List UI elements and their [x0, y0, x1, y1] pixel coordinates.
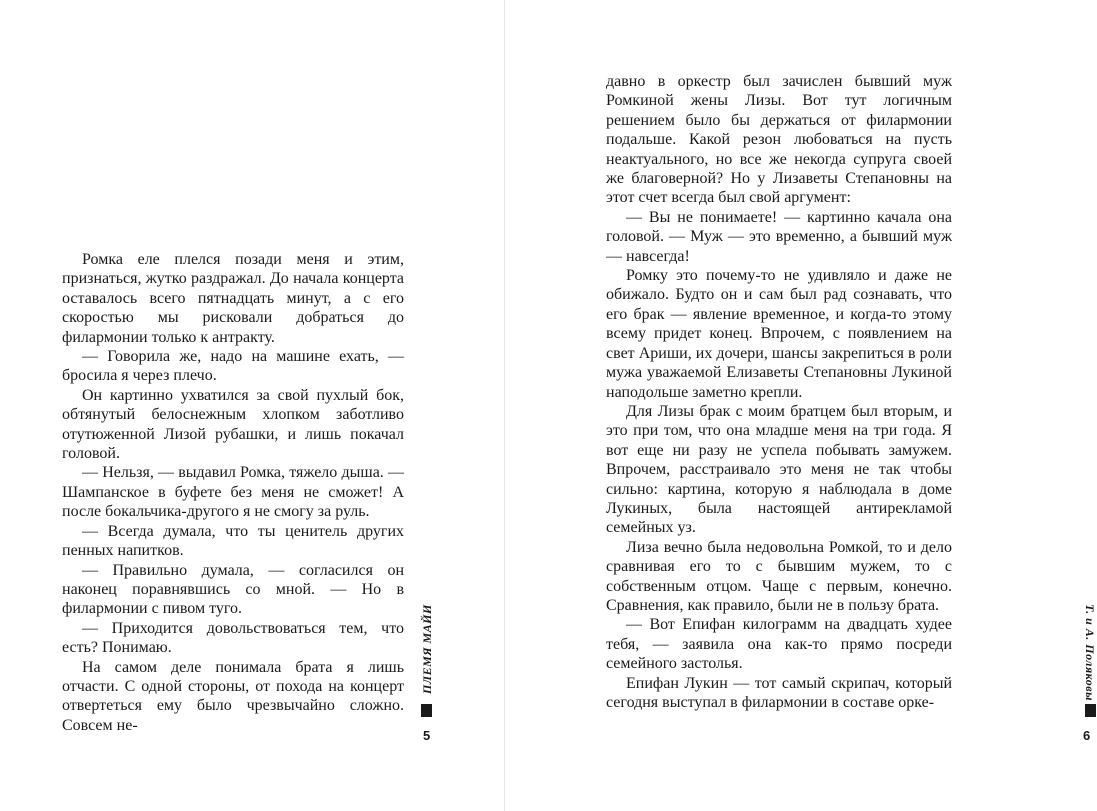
paragraph: — Нельзя, — выдавил Ромка, тяжело дыша. — Шампанское в буфете без меня не сможет! А после бокальчика-другого я не смогу за руль. — [62, 464, 404, 521]
left-page-text — [62, 250, 404, 735]
right-page-text — [606, 72, 952, 712]
paragraph: Ромка еле плелся позади меня и этим, признаться, жутко раздражал. До начала концерта оставалось всего пятнадцать минут, а с его скоростью мы рисковали добраться до филармонии только к антракту. — [62, 251, 404, 346]
paragraph: — Вот Епифан килограмм на двадцать худее тебя, — заявила она как-то прямо посреди семейного застолья. — [606, 616, 952, 673]
paragraph: — Вы не понимаете! — картинно качала она головой. — Муж — это временно, а бывший муж — навсегда! — [606, 208, 952, 265]
left-page — [0, 0, 504, 811]
paragraph: — Говорила же, надо на машине ехать, — бросила я через плечо. — [62, 348, 404, 385]
running-head-authors: Т. и А. Поляковы — [1083, 604, 1097, 701]
page-marker-square — [421, 704, 432, 717]
page-number: 6 — [1083, 728, 1091, 743]
page-number: 5 — [423, 728, 431, 743]
running-head-book-title: ПЛЕМЯ МАЙИ — [420, 604, 434, 694]
paragraph-continuation: давно в оркестр был зачислен бывший муж Ромкиной жены Лизы. Вот тут логичным решением было бы держаться от филармонии подальше. Какой резон любоваться на пусть неактуального, но все же некогда супруга своей же благоверной? Но у Лизаветы Степановны на этот счет всегда был свой аргумент: — [606, 73, 952, 207]
paragraph: Епифан Лукин — тот самый скрипач, который сегодня выступал в филармонии в составе орке- — [606, 674, 952, 711]
paragraph: На самом деле понимала брата я лишь отчасти. С одной стороны, от похода на концерт отвертеться ему было чрезвычайно сложно. Совсем не- — [62, 658, 404, 734]
paragraph: Для Лизы брак с моим братцем был вторым, и это при том, что она младше меня на три года. Я вот еще ни разу не успела побывать замужем. Впрочем, расстраивало это меня не так чтобы сильно: картина, которую я наблюдала в доме Лукиных, была настоящей антирекламой семейных уз. — [606, 402, 952, 537]
paragraph: — Всегда думала, что ты ценитель других пенных напитков. — [62, 522, 404, 560]
paragraph: Ромку это почему-то не удивляло и даже не обижало. Будто он и сам был рад сознавать, что его брак — явление временное, и когда-то этому всему придет конец. Впрочем, с появлением на свет Ариши, их дочери, шансы закрепиться в роли мужа уважаемой Елизаветы Степановны Лукиной наподольше заметно крепли. — [606, 267, 952, 401]
paragraph: Он картинно ухватился за свой пухлый бок, обтянутый белоснежным хлопком заботливо отутюженной Лизой рубашки, и лишь покачал головой. — [62, 386, 404, 463]
paragraph: — Правильно думала, — согласился он наконец поравнявшись со мной. — Но в филармонии с пивом туго. — [62, 561, 404, 618]
page-marker-square — [1085, 704, 1096, 717]
paragraph: Лиза вечно была недовольна Ромкой, то и дело сравнивая его то с бывшим мужем, то с собственным отцом. Чаще с первым, конечно. Сравнения, как правило, были не в пользу брата. — [606, 538, 952, 614]
paragraph: — Приходится довольствоваться тем, что есть? Понимаю. — [62, 619, 404, 657]
